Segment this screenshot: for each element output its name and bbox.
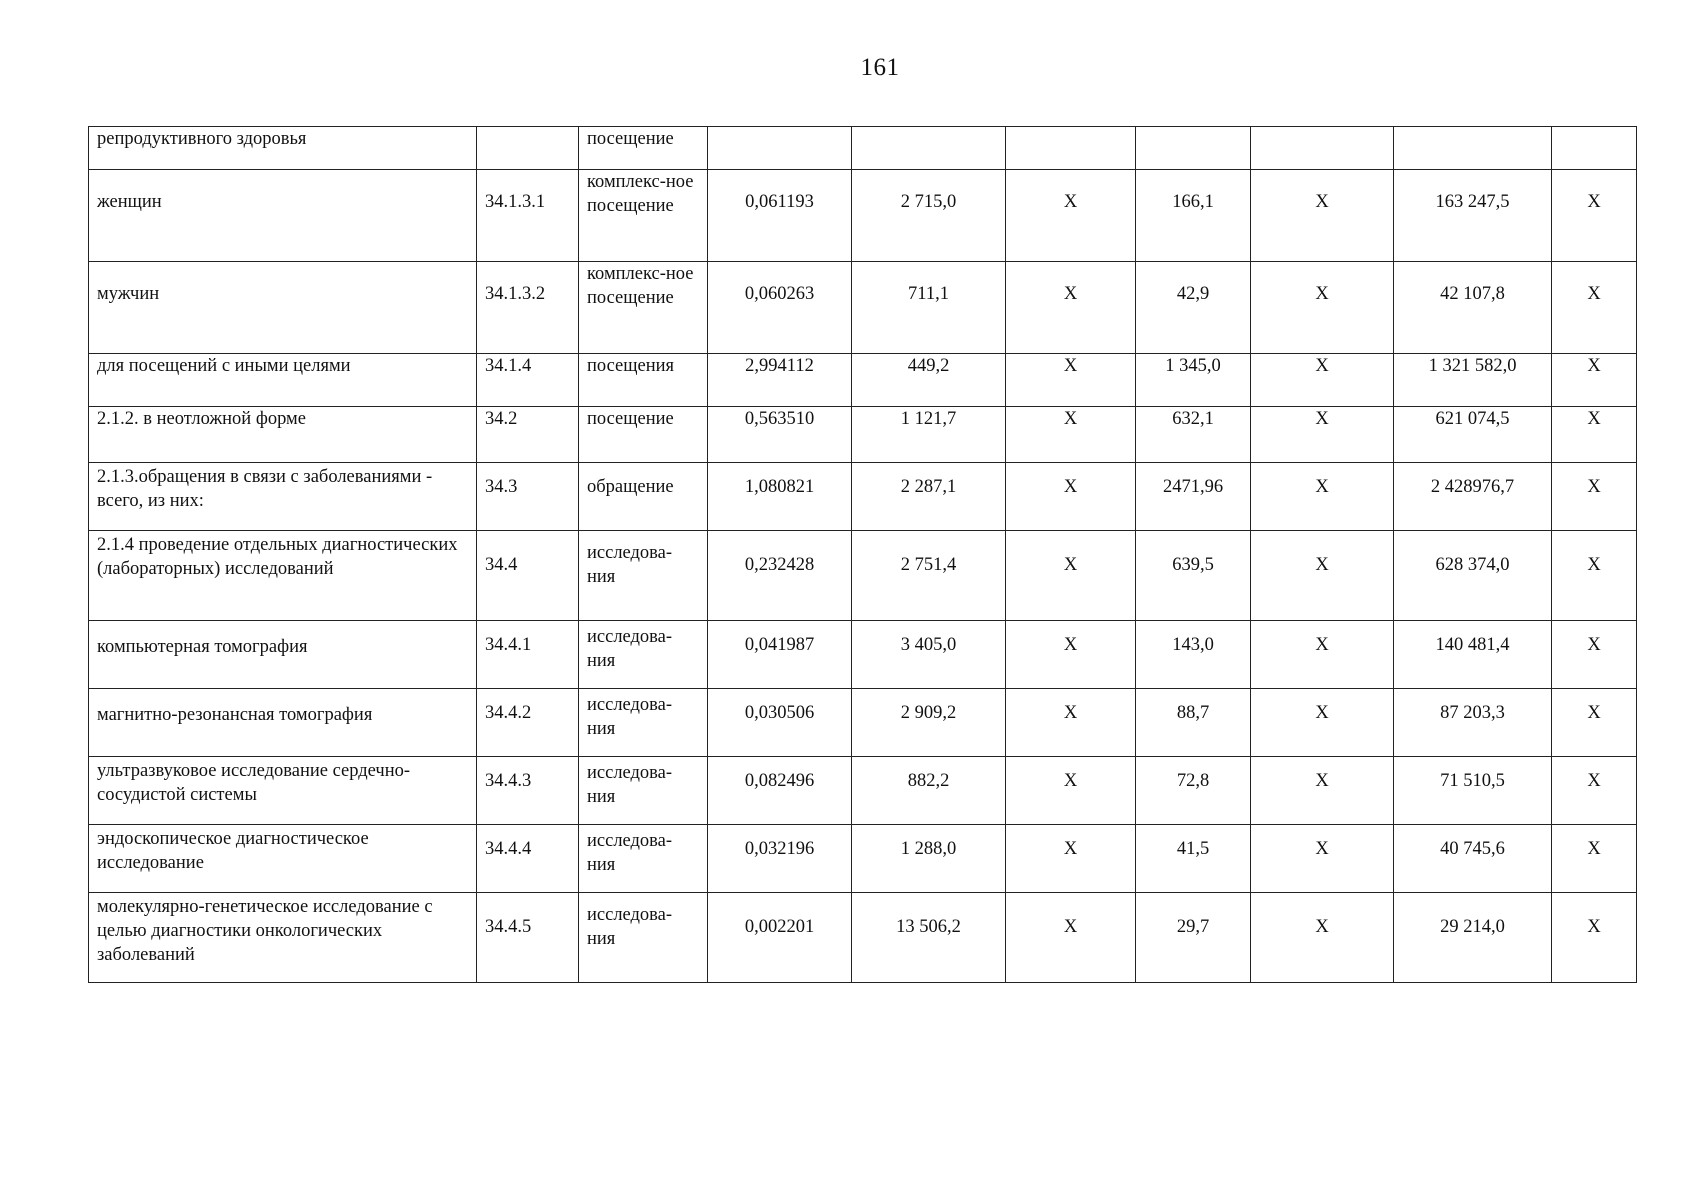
value-cell: 449,2 [852, 354, 1006, 407]
code-cell: 34.4.3 [477, 757, 579, 825]
value-cell: 1,080821 [708, 463, 852, 531]
value-cell: 2 751,4 [852, 531, 1006, 621]
value-cell: 42 107,8 [1394, 262, 1552, 354]
value-cell [852, 127, 1006, 170]
value-cell: 632,1 [1136, 407, 1251, 463]
x-mark-cell [1552, 127, 1637, 170]
x-mark-cell: Х [1251, 757, 1394, 825]
x-mark-cell: Х [1552, 262, 1637, 354]
x-mark-cell: Х [1251, 531, 1394, 621]
value-cell: 1 121,7 [852, 407, 1006, 463]
value-cell: 2,994112 [708, 354, 852, 407]
table-row [89, 407, 1637, 463]
service-name-cell: магнитно-резонансная томография [89, 689, 477, 757]
service-name-cell: мужчин [89, 262, 477, 354]
table-row [89, 354, 1637, 407]
service-name-cell: 2.1.3.обращения в связи с заболеваниями - всего, из них: [89, 463, 477, 531]
value-cell: 0,002201 [708, 893, 852, 983]
unit-cell: обращение [579, 463, 708, 531]
unit-cell: посещения [579, 354, 708, 407]
code-cell: 34.3 [477, 463, 579, 531]
value-cell: 0,041987 [708, 621, 852, 689]
service-name-cell: для посещений с иными целями [89, 354, 477, 407]
table-row [89, 531, 1637, 621]
value-cell: 88,7 [1136, 689, 1251, 757]
x-mark-cell: Х [1006, 262, 1136, 354]
x-mark-cell: Х [1006, 757, 1136, 825]
x-mark-cell [1251, 127, 1394, 170]
value-cell: 0,061193 [708, 170, 852, 262]
value-cell: 711,1 [852, 262, 1006, 354]
unit-cell: исследова-ния [579, 825, 708, 893]
x-mark-cell: Х [1006, 170, 1136, 262]
value-cell: 3 405,0 [852, 621, 1006, 689]
x-mark-cell: Х [1251, 354, 1394, 407]
unit-cell: исследова-ния [579, 531, 708, 621]
x-mark-cell: Х [1552, 354, 1637, 407]
value-cell: 0,563510 [708, 407, 852, 463]
value-cell: 882,2 [852, 757, 1006, 825]
value-cell: 2 909,2 [852, 689, 1006, 757]
value-cell: 71 510,5 [1394, 757, 1552, 825]
value-cell: 87 203,3 [1394, 689, 1552, 757]
value-cell: 0,082496 [708, 757, 852, 825]
value-cell: 628 374,0 [1394, 531, 1552, 621]
x-mark-cell: Х [1006, 621, 1136, 689]
unit-cell: исследова-ния [579, 621, 708, 689]
value-cell: 163 247,5 [1394, 170, 1552, 262]
x-mark-cell: Х [1251, 689, 1394, 757]
x-mark-cell: Х [1552, 689, 1637, 757]
x-mark-cell: Х [1552, 531, 1637, 621]
value-cell: 1 345,0 [1136, 354, 1251, 407]
x-mark-cell: Х [1006, 354, 1136, 407]
service-name-cell: женщин [89, 170, 477, 262]
value-cell: 1 321 582,0 [1394, 354, 1552, 407]
table-row [89, 463, 1637, 531]
value-cell: 639,5 [1136, 531, 1251, 621]
x-mark-cell: Х [1552, 463, 1637, 531]
value-cell: 2 715,0 [852, 170, 1006, 262]
table-row [89, 127, 1637, 170]
x-mark-cell: Х [1251, 825, 1394, 893]
code-cell: 34.1.4 [477, 354, 579, 407]
value-cell: 0,232428 [708, 531, 852, 621]
table-row [89, 689, 1637, 757]
unit-cell: исследова-ния [579, 757, 708, 825]
unit-cell: комплекс-ное посещение [579, 262, 708, 354]
x-mark-cell: Х [1006, 893, 1136, 983]
unit-cell: исследова-ния [579, 893, 708, 983]
x-mark-cell: Х [1006, 689, 1136, 757]
code-cell: 34.1.3.2 [477, 262, 579, 354]
value-cell: 2471,96 [1136, 463, 1251, 531]
x-mark-cell: Х [1251, 893, 1394, 983]
value-cell: 0,030506 [708, 689, 852, 757]
value-cell: 143,0 [1136, 621, 1251, 689]
value-cell: 140 481,4 [1394, 621, 1552, 689]
value-cell: 29,7 [1136, 893, 1251, 983]
code-cell: 34.2 [477, 407, 579, 463]
x-mark-cell: Х [1006, 407, 1136, 463]
value-cell: 29 214,0 [1394, 893, 1552, 983]
x-mark-cell: Х [1552, 893, 1637, 983]
unit-cell: посещение [579, 127, 708, 170]
code-cell [477, 127, 579, 170]
service-name-cell: ультразвуковое исследование сердечно-сосудистой системы [89, 757, 477, 825]
page-number: 161 [860, 54, 900, 81]
service-name-cell: эндоскопическое диагностическое исследование [89, 825, 477, 893]
value-cell [1394, 127, 1552, 170]
x-mark-cell: Х [1552, 170, 1637, 262]
service-name-cell: компьютерная томография [89, 621, 477, 689]
service-name-cell: 2.1.2. в неотложной форме [89, 407, 477, 463]
value-cell [1136, 127, 1251, 170]
code-cell: 34.4.5 [477, 893, 579, 983]
x-mark-cell: Х [1251, 170, 1394, 262]
value-cell: 2 287,1 [852, 463, 1006, 531]
x-mark-cell: Х [1006, 825, 1136, 893]
value-cell: 72,8 [1136, 757, 1251, 825]
x-mark-cell: Х [1552, 621, 1637, 689]
x-mark-cell: Х [1552, 407, 1637, 463]
table-row [89, 262, 1637, 354]
x-mark-cell: Х [1251, 621, 1394, 689]
table-row [89, 893, 1637, 983]
value-cell: 166,1 [1136, 170, 1251, 262]
x-mark-cell: Х [1552, 757, 1637, 825]
value-cell: 42,9 [1136, 262, 1251, 354]
x-mark-cell: Х [1251, 262, 1394, 354]
table-row [89, 170, 1637, 262]
code-cell: 34.4.4 [477, 825, 579, 893]
table-row [89, 757, 1637, 825]
value-cell: 2 428976,7 [1394, 463, 1552, 531]
x-mark-cell: Х [1552, 825, 1637, 893]
data-table [88, 126, 1637, 983]
x-mark-cell: Х [1251, 407, 1394, 463]
value-cell: 13 506,2 [852, 893, 1006, 983]
value-cell [708, 127, 852, 170]
code-cell: 34.1.3.1 [477, 170, 579, 262]
x-mark-cell [1006, 127, 1136, 170]
value-cell: 40 745,6 [1394, 825, 1552, 893]
unit-cell: комплекс-ное посещение [579, 170, 708, 262]
value-cell: 41,5 [1136, 825, 1251, 893]
service-name-cell: репродуктивного здоровья [89, 127, 477, 170]
table-row [89, 621, 1637, 689]
x-mark-cell: Х [1006, 463, 1136, 531]
code-cell: 34.4 [477, 531, 579, 621]
code-cell: 34.4.1 [477, 621, 579, 689]
value-cell: 621 074,5 [1394, 407, 1552, 463]
unit-cell: исследова-ния [579, 689, 708, 757]
code-cell: 34.4.2 [477, 689, 579, 757]
service-name-cell: молекулярно-генетическое исследование с целью диагностики онкологических заболеваний [89, 893, 477, 983]
table-row [89, 825, 1637, 893]
service-name-cell: 2.1.4 проведение отдельных диагностических (лабораторных) исследований [89, 531, 477, 621]
value-cell: 0,032196 [708, 825, 852, 893]
unit-cell: посещение [579, 407, 708, 463]
x-mark-cell: Х [1251, 463, 1394, 531]
value-cell: 1 288,0 [852, 825, 1006, 893]
value-cell: 0,060263 [708, 262, 852, 354]
x-mark-cell: Х [1006, 531, 1136, 621]
